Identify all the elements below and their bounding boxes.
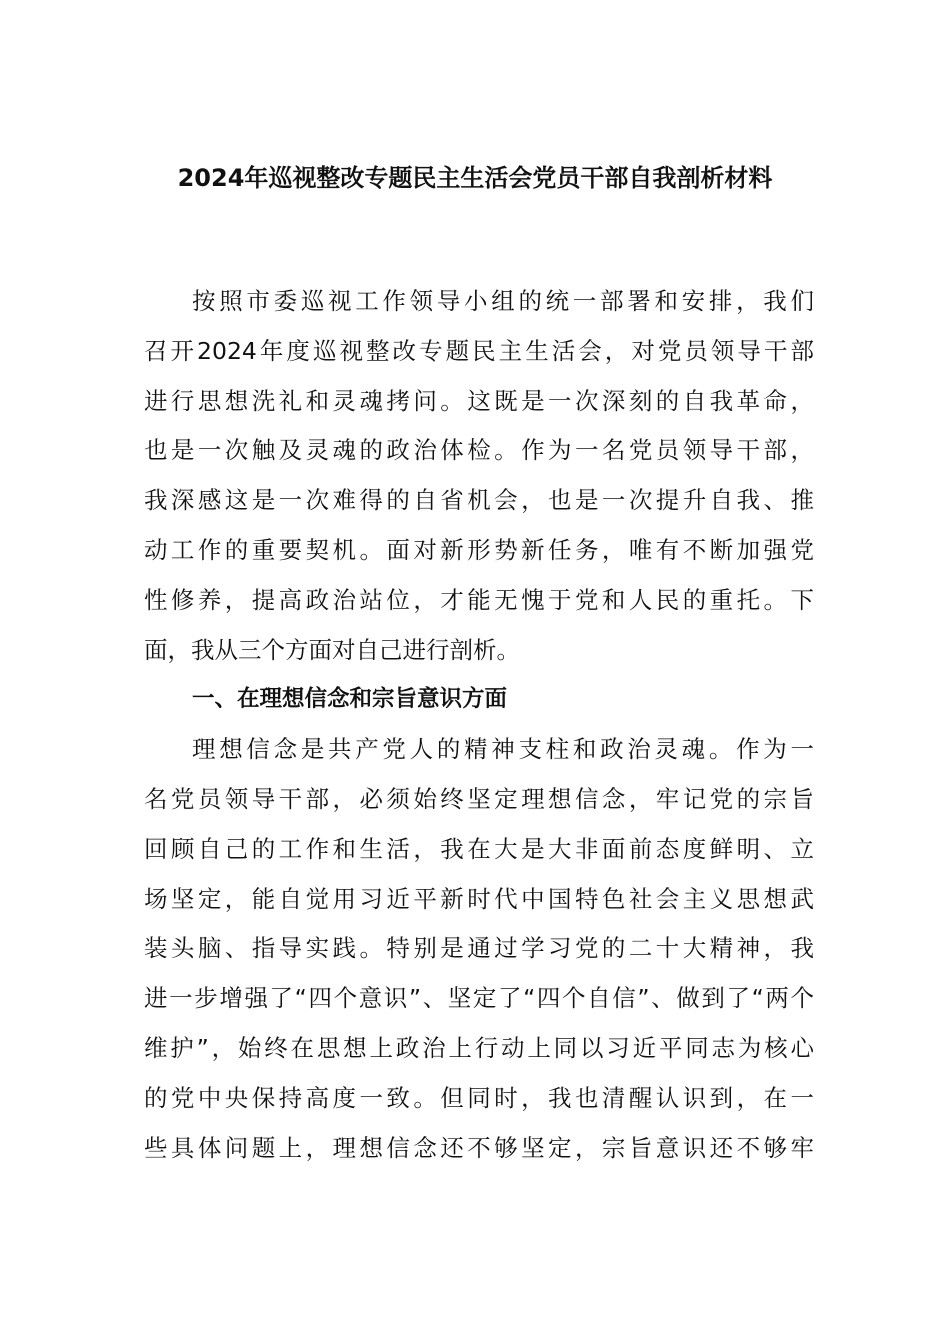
paragraph-line: 场坚定，能自觉用习近平新时代中国特色社会主义思想武: [144, 884, 814, 913]
paragraph-line: 性修养，提高政治站位，才能无愧于党和人民的重托。下: [144, 585, 814, 614]
paragraph-line: 的党中央保持高度一致。但同时，我也清醒认识到，在一: [144, 1083, 814, 1112]
paragraph-line: 我深感这是一次难得的自省机会，也是一次提升自我、推: [144, 486, 814, 515]
paragraph-line: 装头脑、指导实践。特别是通过学习党的二十大精神，我: [144, 934, 814, 963]
paragraph-line: 动工作的重要契机。面对新形势新任务，唯有不断加强党: [144, 535, 814, 564]
document-body: [144, 277, 814, 1173]
paragraph-line: 进一步增强了“四个意识”、坚定了“四个自信”、做到了“两个: [144, 984, 814, 1013]
paragraph-line: 些具体问题上，理想信念还不够坚定，宗旨意识还不够牢: [144, 1133, 814, 1162]
paragraph-line: 进行思想洗礼和灵魂拷问。这既是一次深刻的自我革命，: [144, 386, 814, 415]
paragraph-line: 也是一次触及灵魂的政治体检。作为一名党员领导干部，: [144, 436, 814, 465]
paragraph-line: 理想信念是共产党人的精神支柱和政治灵魂。作为一: [192, 735, 814, 764]
paragraph-line: 维护”，始终在思想上政治上行动上同以习近平同志为核心: [144, 1033, 814, 1062]
paragraph-line: 召开2024年度巡视整改专题民主生活会，对党员领导干部: [144, 336, 814, 365]
document-title: 2024年巡视整改专题民主生活会党员干部自我剖析材料: [177, 164, 773, 192]
paragraph-line: 按照市委巡视工作领导小组的统一部署和安排，我们: [192, 287, 814, 315]
paragraph-line: 名党员领导干部，必须始终坚定理想信念，牢记党的宗旨: [144, 784, 814, 813]
paragraph-line: 面，我从三个方面对自己进行剖析。: [144, 635, 520, 664]
section-heading: 一、在理想信念和宗旨意识方面: [192, 686, 508, 713]
paragraph-line: 回顾自己的工作和生活，我在大是大非面前态度鲜明、立: [144, 834, 814, 863]
